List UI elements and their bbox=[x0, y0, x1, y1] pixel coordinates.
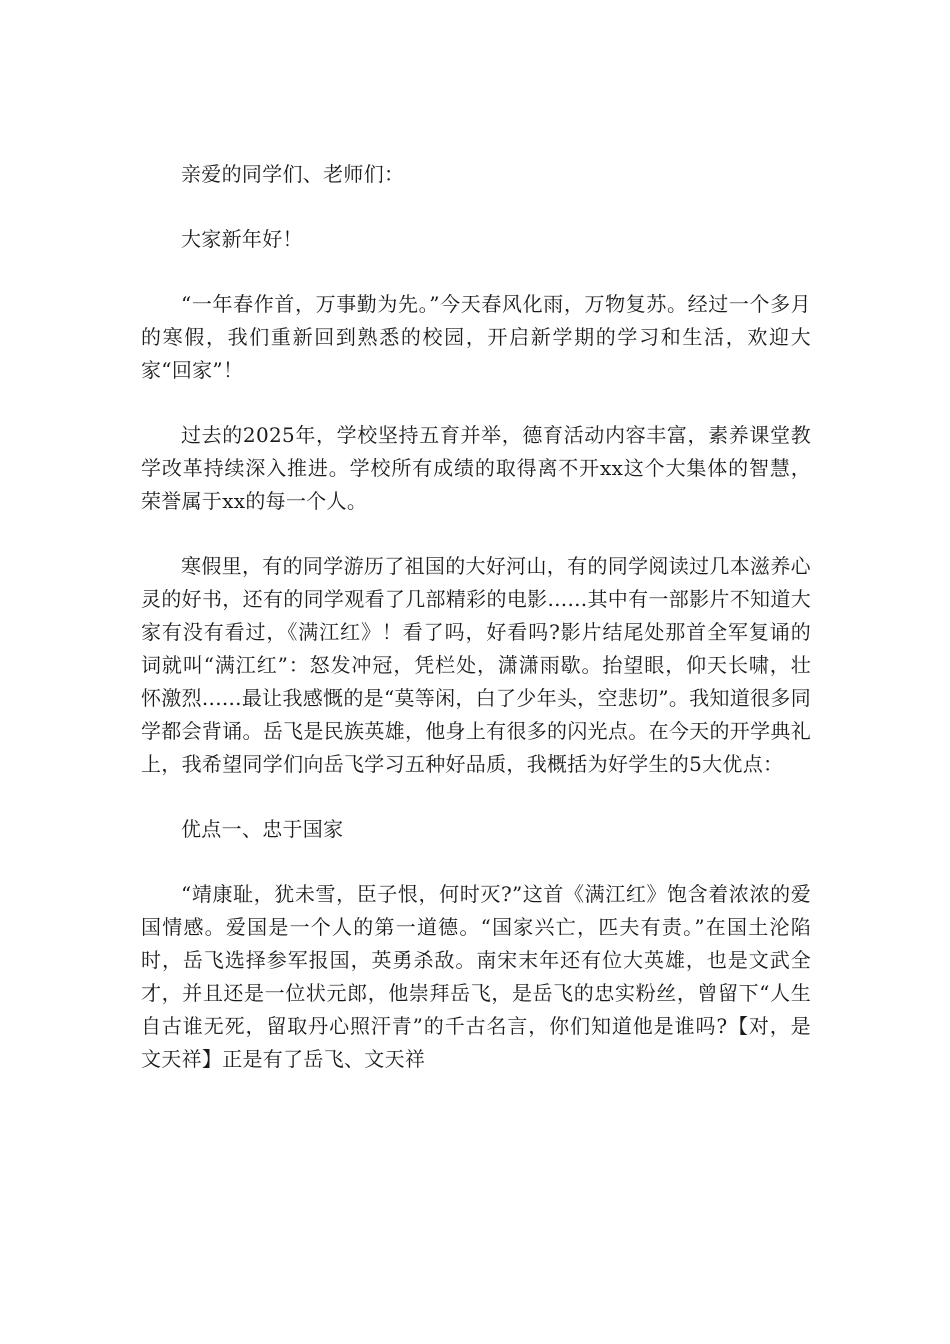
paragraph-opening: “一年春作首，万事勤为先。”今天春风化雨，万物复苏。经过一个多月的寒假，我们重新回到熟悉的校园，开启新学期的学习和生活，欢迎大家“回家”！ bbox=[141, 292, 811, 382]
paragraph-loyalty: “靖康耻，犹未雪，臣子恨，何时灭?”这首《满江红》饱含着浓浓的爱国情感。爱国是一个人的第一道德。“国家兴亡，匹夫有责。”在国土沦陷时，岳飞选择参军报国，英勇杀敌。南宋末年还有位大英雄，也是文武全才，并且还是一位状元郎，他崇拜岳飞，是岳飞的忠实粉丝，曾留下“人生自古谁无死，留取丹心照汗青”的千古名言，你们知道他是谁吗?【对，是文天祥】正是有了岳飞、文天祥 bbox=[141, 882, 811, 1071]
document-body bbox=[141, 158, 811, 1108]
paragraph-winter-break: 寒假里，有的同学游历了祖国的大好河山，有的同学阅读过几本滋养心灵的好书，还有的同学观看了几部精彩的电影......其中有一部影片不知道大家有没有看过，《满江红》！看了吗，好看吗?影片结尾处那首全军复诵的词就叫“满江红”：怒发冲冠，凭栏处，潇潇雨歇。抬望眼，仰天长啸，壮怀激烈......最让我感慨的是“莫等闲，白了少年头，空悲切”。我知道很多同学都会背诵。岳飞是民族英雄，他身上有很多的闪光点。在今天的开学典礼上，我希望同学们向岳飞学习五种好品质，我概括为好学生的5大优点： bbox=[141, 554, 811, 776]
section-heading: 优点一、忠于国家 bbox=[181, 817, 344, 841]
paragraph-achievements: 过去的2025年，学校坚持五育并举，德育活动内容丰富，素养课堂教学改革持续深入推进。学校所有成绩的取得离不开xx这个大集体的智慧，荣誉属于xx的每一个人。 bbox=[141, 423, 811, 513]
new-year-line: 大家新年好！ bbox=[181, 227, 303, 251]
greeting-line: 亲爱的同学们、老师们： bbox=[181, 162, 405, 186]
